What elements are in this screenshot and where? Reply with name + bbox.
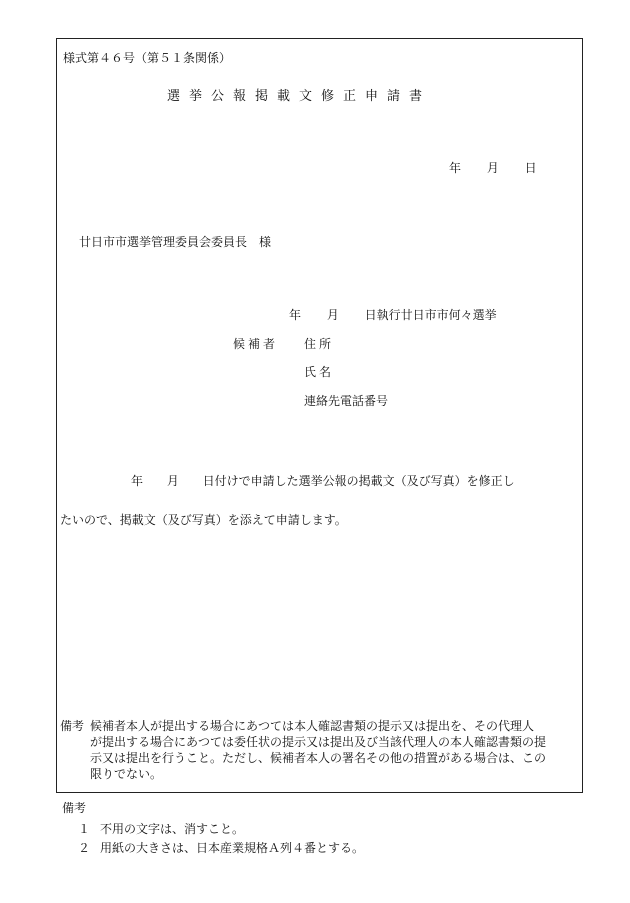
notes-head: 備考 (62, 801, 87, 815)
inner-note-line: 限りでない。 (90, 767, 163, 781)
body-line-1: 年 月 日付けで申請した選挙公報の掲載文（及び写真）を修正し (131, 474, 515, 488)
phone-label: 連絡先電話番号 (304, 394, 389, 408)
name-label: 氏名 (304, 365, 335, 379)
note-item-text: 用紙の大きさは、日本産業規格Ａ列４番とする。 (100, 841, 365, 855)
inner-note-text (90, 718, 560, 782)
form-title: 選挙公報掲載文修正申請書 (167, 89, 432, 104)
inner-note-line: 候補者本人が提出する場合にあつては本人確認書類の提示又は提出を、その代理人 (90, 719, 535, 733)
note-item-number: １ (78, 822, 91, 836)
note-item-text: 不用の文字は、消すこと。 (100, 822, 245, 836)
body-line-2: たいので、掲載文（及び写真）を添えて申請します。 (60, 513, 347, 527)
date-line: 年 月 日 (449, 161, 537, 175)
inner-note-line: が提出する場合にあつては委任状の提示又は提出及び当該代理人の本人確認書類の提 (90, 735, 547, 749)
inner-note-line: 示又は提出を行うこと。ただし、候補者本人の署名その他の措置がある場合は、この (90, 751, 547, 765)
note-item (78, 840, 364, 856)
election-line: 年 月 日執行廿日市市何々選挙 (289, 308, 497, 322)
address-label: 住所 (304, 337, 335, 351)
note-item (78, 821, 244, 837)
inner-note-head: 備考 (60, 719, 85, 733)
candidate-label: 候補者 (233, 337, 279, 351)
form-frame (56, 38, 583, 793)
form-number: 様式第４６号（第５１条関係） (63, 51, 232, 65)
note-item-number: ２ (78, 841, 91, 855)
addressee: 廿日市市選挙管理委員会委員長 様 (79, 235, 272, 249)
